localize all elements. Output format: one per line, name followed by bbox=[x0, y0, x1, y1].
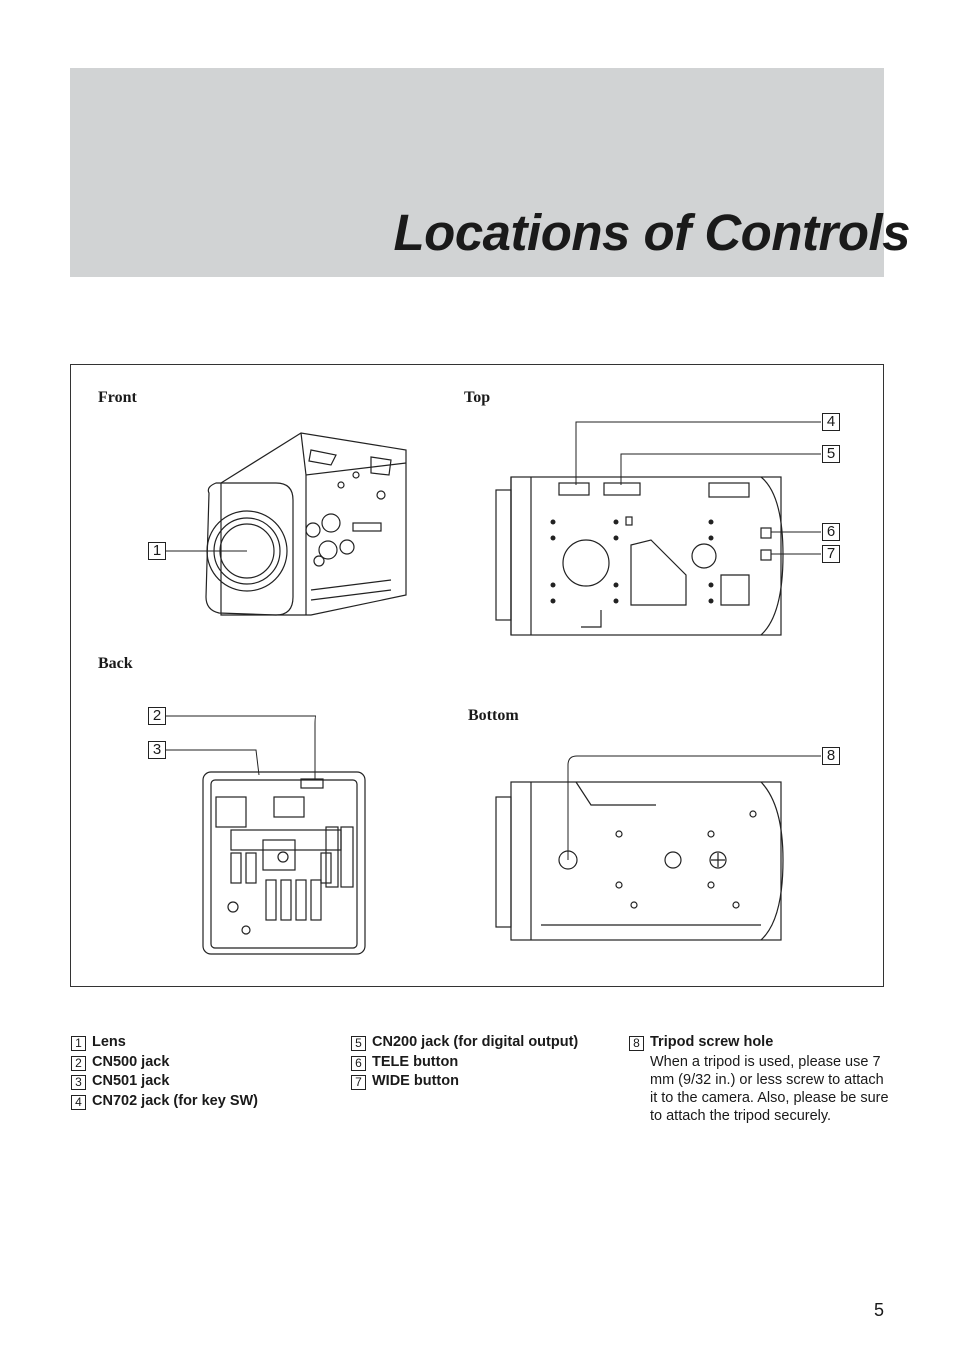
callout-2: 2 bbox=[148, 707, 166, 725]
legend-number: 4 bbox=[71, 1095, 86, 1110]
legend-number: 2 bbox=[71, 1056, 86, 1071]
legend-column-3 bbox=[629, 1033, 890, 1125]
legend-label: WIDE button bbox=[372, 1073, 459, 1089]
label-front: Front bbox=[98, 389, 137, 406]
page-number: 5 bbox=[873, 1300, 884, 1320]
callout-8: 8 bbox=[822, 747, 840, 765]
legend-item-tripod bbox=[629, 1033, 890, 1053]
legend-number: 1 bbox=[71, 1036, 86, 1051]
page-title: Locations of Controls bbox=[393, 204, 910, 261]
legend-item-cn200 bbox=[351, 1033, 578, 1053]
legend-label: CN200 jack (for digital output) bbox=[372, 1034, 579, 1050]
callout-4: 4 bbox=[822, 413, 840, 431]
callout-3: 3 bbox=[148, 741, 166, 759]
legend-item-tele bbox=[351, 1053, 578, 1073]
legend-label: CN501 jack bbox=[92, 1073, 170, 1089]
legend-number: 6 bbox=[351, 1056, 366, 1071]
legend-number: 5 bbox=[351, 1036, 366, 1051]
legend-label: Lens bbox=[92, 1034, 126, 1050]
legend-label: CN500 jack bbox=[92, 1053, 170, 1070]
label-top: Top bbox=[464, 389, 491, 406]
legend-label: CN702 jack (for key SW) bbox=[92, 1092, 259, 1109]
label-back: Back bbox=[98, 655, 133, 672]
callout-1: 1 bbox=[148, 542, 166, 560]
legend-item-cn702 bbox=[71, 1092, 258, 1112]
label-bottom: Bottom bbox=[468, 707, 519, 724]
callout-7: 7 bbox=[822, 545, 840, 563]
callout-6: 6 bbox=[822, 523, 840, 541]
legend-item-lens bbox=[71, 1033, 258, 1053]
legend-column-1 bbox=[71, 1033, 258, 1111]
bottom-view-drawing bbox=[71, 365, 883, 986]
tripod-note: When a tripod is used, please use 7 mm (9/32 in.) or less screw to attach it to the camera. Also, please be sure to attach the tripod securely. bbox=[650, 1053, 889, 1124]
legend-number: 3 bbox=[71, 1075, 86, 1090]
legend-item-cn501 bbox=[71, 1072, 258, 1092]
legend-column-2 bbox=[351, 1033, 578, 1092]
legend-item-cn500 bbox=[71, 1053, 258, 1073]
callout-5: 5 bbox=[822, 445, 840, 463]
legend-label: TELE button bbox=[372, 1053, 459, 1070]
figure-frame bbox=[70, 364, 884, 987]
legend-number: 8 bbox=[629, 1036, 644, 1051]
legend-label: Tripod screw hole bbox=[650, 1034, 774, 1050]
legend-item-wide bbox=[351, 1072, 578, 1092]
legend-number: 7 bbox=[351, 1075, 366, 1090]
